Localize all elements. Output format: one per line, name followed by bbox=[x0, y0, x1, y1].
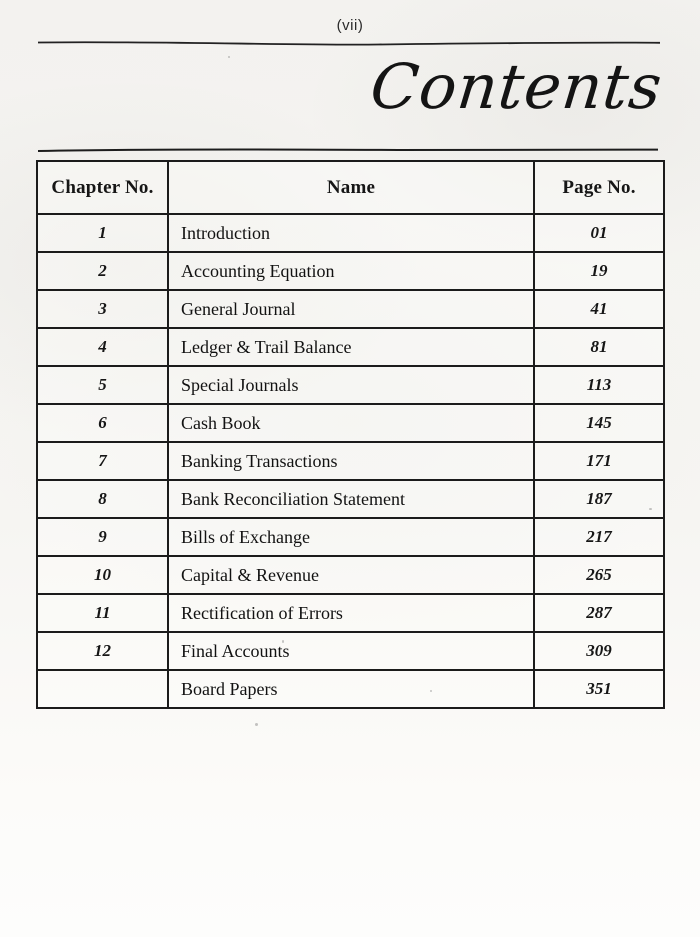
page-number-cell: 81 bbox=[534, 328, 664, 366]
table-row bbox=[37, 404, 664, 442]
chapter-name-cell: Ledger & Trail Balance bbox=[168, 328, 534, 366]
table-row bbox=[37, 594, 664, 632]
chapter-number-cell: 8 bbox=[37, 480, 168, 518]
chapter-number-cell bbox=[37, 670, 168, 708]
chapter-name-cell: General Journal bbox=[168, 290, 534, 328]
header-row bbox=[37, 161, 664, 214]
contents-table-header bbox=[37, 161, 664, 214]
page-number-cell: 265 bbox=[534, 556, 664, 594]
scan-speck bbox=[649, 508, 652, 510]
chapter-name-cell: Special Journals bbox=[168, 366, 534, 404]
chapter-name-cell: Cash Book bbox=[168, 404, 534, 442]
table-row bbox=[37, 214, 664, 252]
chapter-number-cell: 11 bbox=[37, 594, 168, 632]
page-number-cell: 351 bbox=[534, 670, 664, 708]
chapter-number-cell: 5 bbox=[37, 366, 168, 404]
table-row bbox=[37, 442, 664, 480]
chapter-name-cell: Bank Reconciliation Statement bbox=[168, 480, 534, 518]
chapter-number-cell: 6 bbox=[37, 404, 168, 442]
chapter-number-cell: 1 bbox=[37, 214, 168, 252]
column-header-name: Name bbox=[168, 161, 534, 214]
chapter-number-cell: 7 bbox=[37, 442, 168, 480]
table-row bbox=[37, 252, 664, 290]
column-header-page-no: Page No. bbox=[534, 161, 664, 214]
page-number-cell: 187 bbox=[534, 480, 664, 518]
page-number-cell: 01 bbox=[534, 214, 664, 252]
table-row bbox=[37, 518, 664, 556]
chapter-name-cell: Final Accounts bbox=[168, 632, 534, 670]
chapter-name-cell: Capital & Revenue bbox=[168, 556, 534, 594]
column-header-chapter-no: Chapter No. bbox=[37, 161, 168, 214]
page-number-cell: 41 bbox=[534, 290, 664, 328]
chapter-number-cell: 3 bbox=[37, 290, 168, 328]
horizontal-rule-top bbox=[38, 40, 660, 46]
page-number-cell: 287 bbox=[534, 594, 664, 632]
page-number-cell: 19 bbox=[534, 252, 664, 290]
chapter-number-cell: 9 bbox=[37, 518, 168, 556]
scan-speck bbox=[228, 56, 230, 58]
scan-speck bbox=[282, 640, 284, 643]
chapter-number-cell: 12 bbox=[37, 632, 168, 670]
page-number-cell: 309 bbox=[534, 632, 664, 670]
contents-table-body bbox=[37, 214, 664, 708]
chapter-name-cell: Banking Transactions bbox=[168, 442, 534, 480]
page-number-cell: 145 bbox=[534, 404, 664, 442]
contents-table bbox=[36, 160, 665, 709]
chapter-name-cell: Board Papers bbox=[168, 670, 534, 708]
chapter-name-cell: Bills of Exchange bbox=[168, 518, 534, 556]
folio-page-number: (vii) bbox=[336, 17, 364, 34]
horizontal-rule-under-title bbox=[38, 147, 660, 153]
chapter-name-cell: Rectification of Errors bbox=[168, 594, 534, 632]
chapter-name-cell: Introduction bbox=[168, 214, 534, 252]
table-row bbox=[37, 480, 664, 518]
scan-speck bbox=[255, 723, 258, 726]
chapter-number-cell: 2 bbox=[37, 252, 168, 290]
chapter-number-cell: 4 bbox=[37, 328, 168, 366]
table-row bbox=[37, 328, 664, 366]
page-number-cell: 217 bbox=[534, 518, 664, 556]
table-row bbox=[37, 366, 664, 404]
contents-title: Contents bbox=[367, 50, 666, 123]
table-row bbox=[37, 632, 664, 670]
table-row bbox=[37, 556, 664, 594]
chapter-name-cell: Accounting Equation bbox=[168, 252, 534, 290]
page-number-cell: 113 bbox=[534, 366, 664, 404]
table-row bbox=[37, 290, 664, 328]
table-row bbox=[37, 670, 664, 708]
page-number-cell: 171 bbox=[534, 442, 664, 480]
chapter-number-cell: 10 bbox=[37, 556, 168, 594]
scan-speck bbox=[430, 690, 432, 692]
